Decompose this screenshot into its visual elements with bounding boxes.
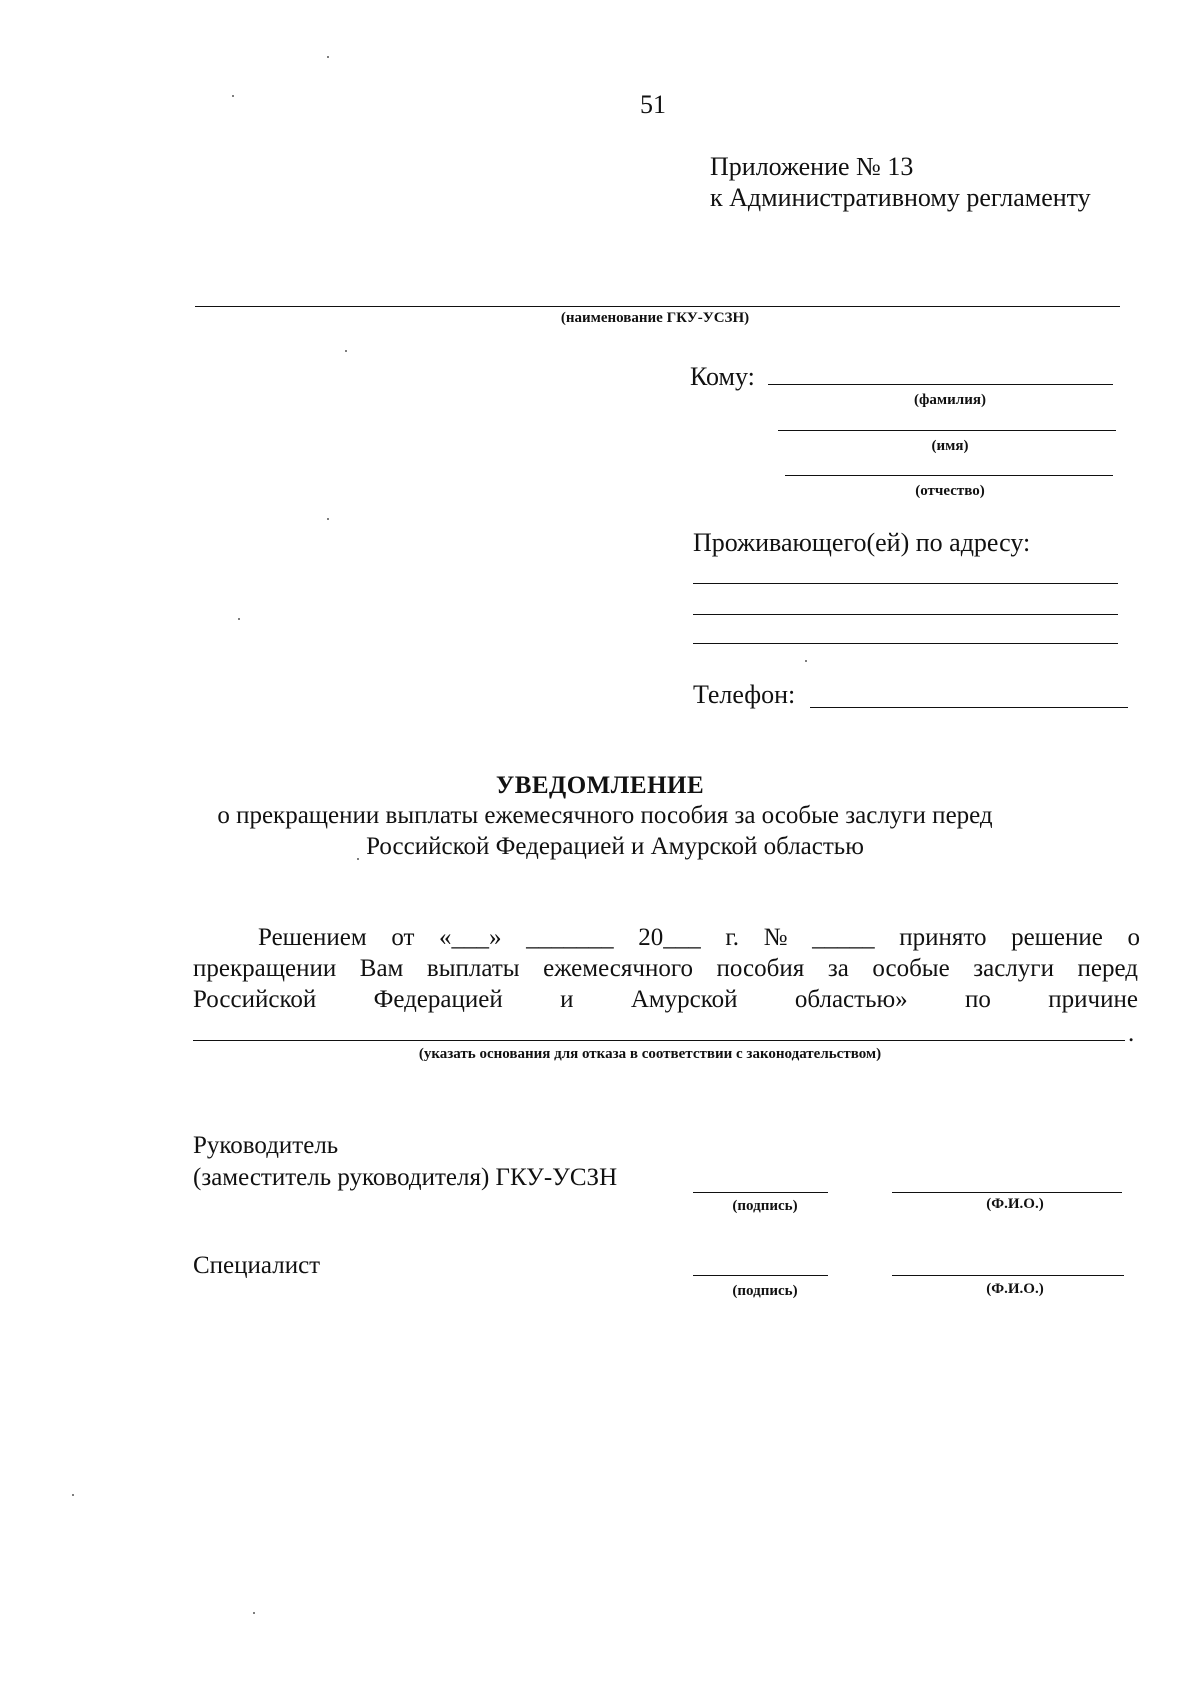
body-word: Федерацией (373, 986, 503, 1013)
surname-line (768, 384, 1113, 385)
name-line (778, 430, 1116, 431)
head-fio-caption: (Ф.И.О.) (986, 1196, 1044, 1212)
body-word: особые (872, 955, 950, 982)
org-name-caption: (наименование ГКУ-УСЗН) (560, 310, 750, 326)
address-label: Проживающего(ей) по адресу: (693, 528, 1031, 557)
head-label-line-1: Руководитель (193, 1132, 339, 1159)
reason-caption: (указать основания для отказа в соответствии с законодательством) (418, 1046, 882, 1062)
head-fio-line (892, 1192, 1122, 1193)
notice-title: УВЕДОМЛЕНИЕ (495, 772, 705, 799)
page-number: 51 (640, 90, 666, 119)
body-word: от (391, 924, 415, 951)
appendix-title: Приложение № 13 (710, 152, 914, 181)
body-word: Вам (359, 955, 404, 982)
reason-line-period: . (1128, 1020, 1135, 1047)
address-line-1 (693, 583, 1118, 584)
body-word: выплаты (426, 955, 520, 982)
scan-speck (238, 618, 240, 620)
body-line-3 (193, 986, 1138, 1014)
name-caption: (имя) (931, 438, 969, 454)
body-word: принято (899, 924, 987, 951)
to-label: Кому: (690, 362, 755, 391)
head-signature-caption: (подпись) (732, 1198, 798, 1214)
body-word: прекращении (193, 955, 337, 982)
body-word: заслуги (973, 955, 1054, 982)
notice-subtitle-line-2: Российской Федерацией и Амурской областью (366, 833, 864, 860)
scan-speck (357, 858, 359, 860)
scan-speck (805, 660, 807, 662)
body-word: пособия (716, 955, 805, 982)
body-line-2 (193, 955, 1138, 983)
scan-speck (232, 95, 234, 97)
specialist-label: Специалист (193, 1252, 321, 1279)
address-line-2 (693, 614, 1118, 615)
notice-subtitle-line-1: о прекращении выплаты ежемесячного пособия за особые заслуги перед (217, 802, 993, 829)
body-word: о (1127, 924, 1140, 951)
body-word: и (560, 986, 574, 1013)
body-line-1 (258, 924, 1140, 952)
patronymic-line (785, 475, 1113, 476)
head-signature-line (693, 1192, 828, 1193)
body-word: ежемесячного (543, 955, 693, 982)
specialist-fio-line (892, 1275, 1124, 1276)
body-word: Российской (193, 986, 317, 1013)
body-word: решение (1011, 924, 1103, 951)
body-word: областью» (794, 986, 908, 1013)
body-word: 20___ (638, 924, 701, 951)
specialist-signature-line (693, 1275, 828, 1276)
scan-speck (72, 1494, 74, 1496)
body-word: по (965, 986, 991, 1013)
body-word: Решением (258, 924, 367, 951)
body-word: _______ (526, 924, 614, 951)
body-word: «___» (439, 924, 502, 951)
body-word: _____ (812, 924, 875, 951)
scan-speck (345, 350, 347, 352)
scan-speck (327, 518, 329, 520)
specialist-fio-caption: (Ф.И.О.) (986, 1281, 1044, 1297)
address-line-3 (693, 643, 1118, 644)
patronymic-caption: (отчество) (915, 483, 985, 499)
appendix-reference: к Административному регламенту (710, 183, 1091, 212)
reason-line (193, 1040, 1125, 1041)
body-word: № (763, 924, 788, 951)
body-word: за (827, 955, 849, 982)
body-word: Амурской (630, 986, 738, 1013)
body-word: перед (1077, 955, 1138, 982)
org-name-line (195, 306, 1120, 307)
specialist-signature-caption: (подпись) (732, 1283, 798, 1299)
scan-speck (327, 56, 329, 58)
phone-label: Телефон: (693, 680, 796, 709)
phone-line (810, 707, 1128, 708)
scan-speck (253, 1612, 255, 1614)
head-label-line-2: (заместитель руководителя) ГКУ-УСЗН (193, 1164, 618, 1191)
body-word: г. (725, 924, 740, 951)
surname-caption: (фамилия) (914, 392, 986, 408)
body-word: причине (1048, 986, 1138, 1013)
